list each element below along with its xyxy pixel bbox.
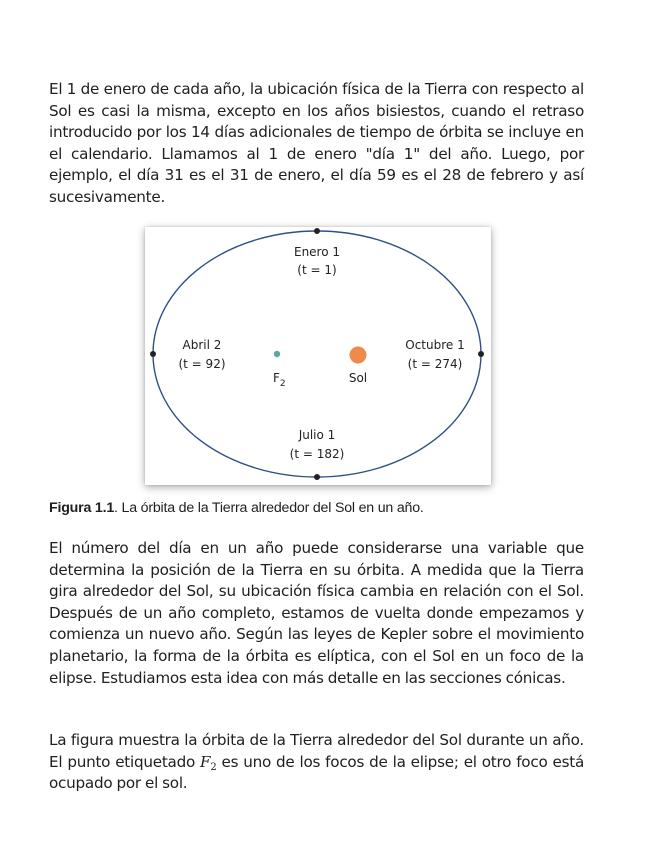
math-f2: [200, 753, 216, 771]
label-f2-letter: F: [273, 371, 280, 385]
caption-label: Figura 1.1: [49, 500, 115, 516]
label-abril-t: (t = 92): [178, 357, 226, 371]
focus-f2-dot: [274, 351, 280, 357]
sun-icon: [350, 347, 367, 364]
orbit-diagram: [145, 227, 491, 485]
january-point: [314, 228, 320, 234]
label-enero: Enero 1: [293, 245, 341, 259]
orbit-figure: [145, 227, 491, 485]
math-f2-subscript: 2: [210, 761, 217, 773]
label-sol: Sol: [348, 371, 368, 385]
july-point: [314, 474, 320, 480]
kepler-paragraph: El número del día en un año puede considerarse una variable que determina la posición de la Tierra en su órbita. A medida que la Tierra gira alrededor del Sol, su ubicación física cambia en relación con el Sol. Después de un año completo, estamos de vuelta donde empezamos y comienza un nuevo año. Según las leyes de Kepler sobre el movimiento planetario, la forma de la órbita es elíptica, con el Sol en un foco de la elipse. Estudiamos esta idea con más detalle en las secciones cónicas.: [49, 539, 584, 687]
label-f2: [273, 371, 286, 389]
label-f2-subscript: 2: [279, 379, 286, 389]
label-enero-t: (t = 1): [297, 263, 337, 277]
label-julio-t: (t = 182): [289, 447, 345, 461]
label-julio: Julio 1: [298, 428, 336, 442]
intro-paragraph: El 1 de enero de cada año, la ubicación física de la Tierra con respecto al Sol es casi la misma, excepto en los años bisiestos, cuando el retraso introducido por los 14 días adicionales de tiempo de órbita se incluye en el calendario. Llamamos al 1 de enero "día 1" del año. Luego, por ejemplo, el día 31 es el 31 de enero, el día 59 es el 28 de febrero y así sucesivamente.: [49, 80, 584, 206]
april-point: [150, 351, 156, 357]
math-f2-letter: F: [200, 752, 211, 771]
label-octubre-t: (t = 274): [407, 357, 463, 371]
focus-paragraph-start: La figura muestra la órbita de la Tierra alrededor del Sol durante un año. El punto etiquetado: [49, 731, 584, 771]
label-abril: Abril 2: [182, 338, 222, 352]
caption-text: . La órbita de la Tierra alrededor del Sol en un año.: [114, 500, 424, 516]
focus-paragraph: [49, 730, 584, 795]
october-point: [478, 351, 484, 357]
focus-paragraph-end: es uno de los focos de la elipse; el otro foco está ocupado por el sol.: [49, 752, 585, 793]
figure-caption: [49, 499, 609, 517]
label-octubre: Octubre 1: [405, 338, 465, 352]
